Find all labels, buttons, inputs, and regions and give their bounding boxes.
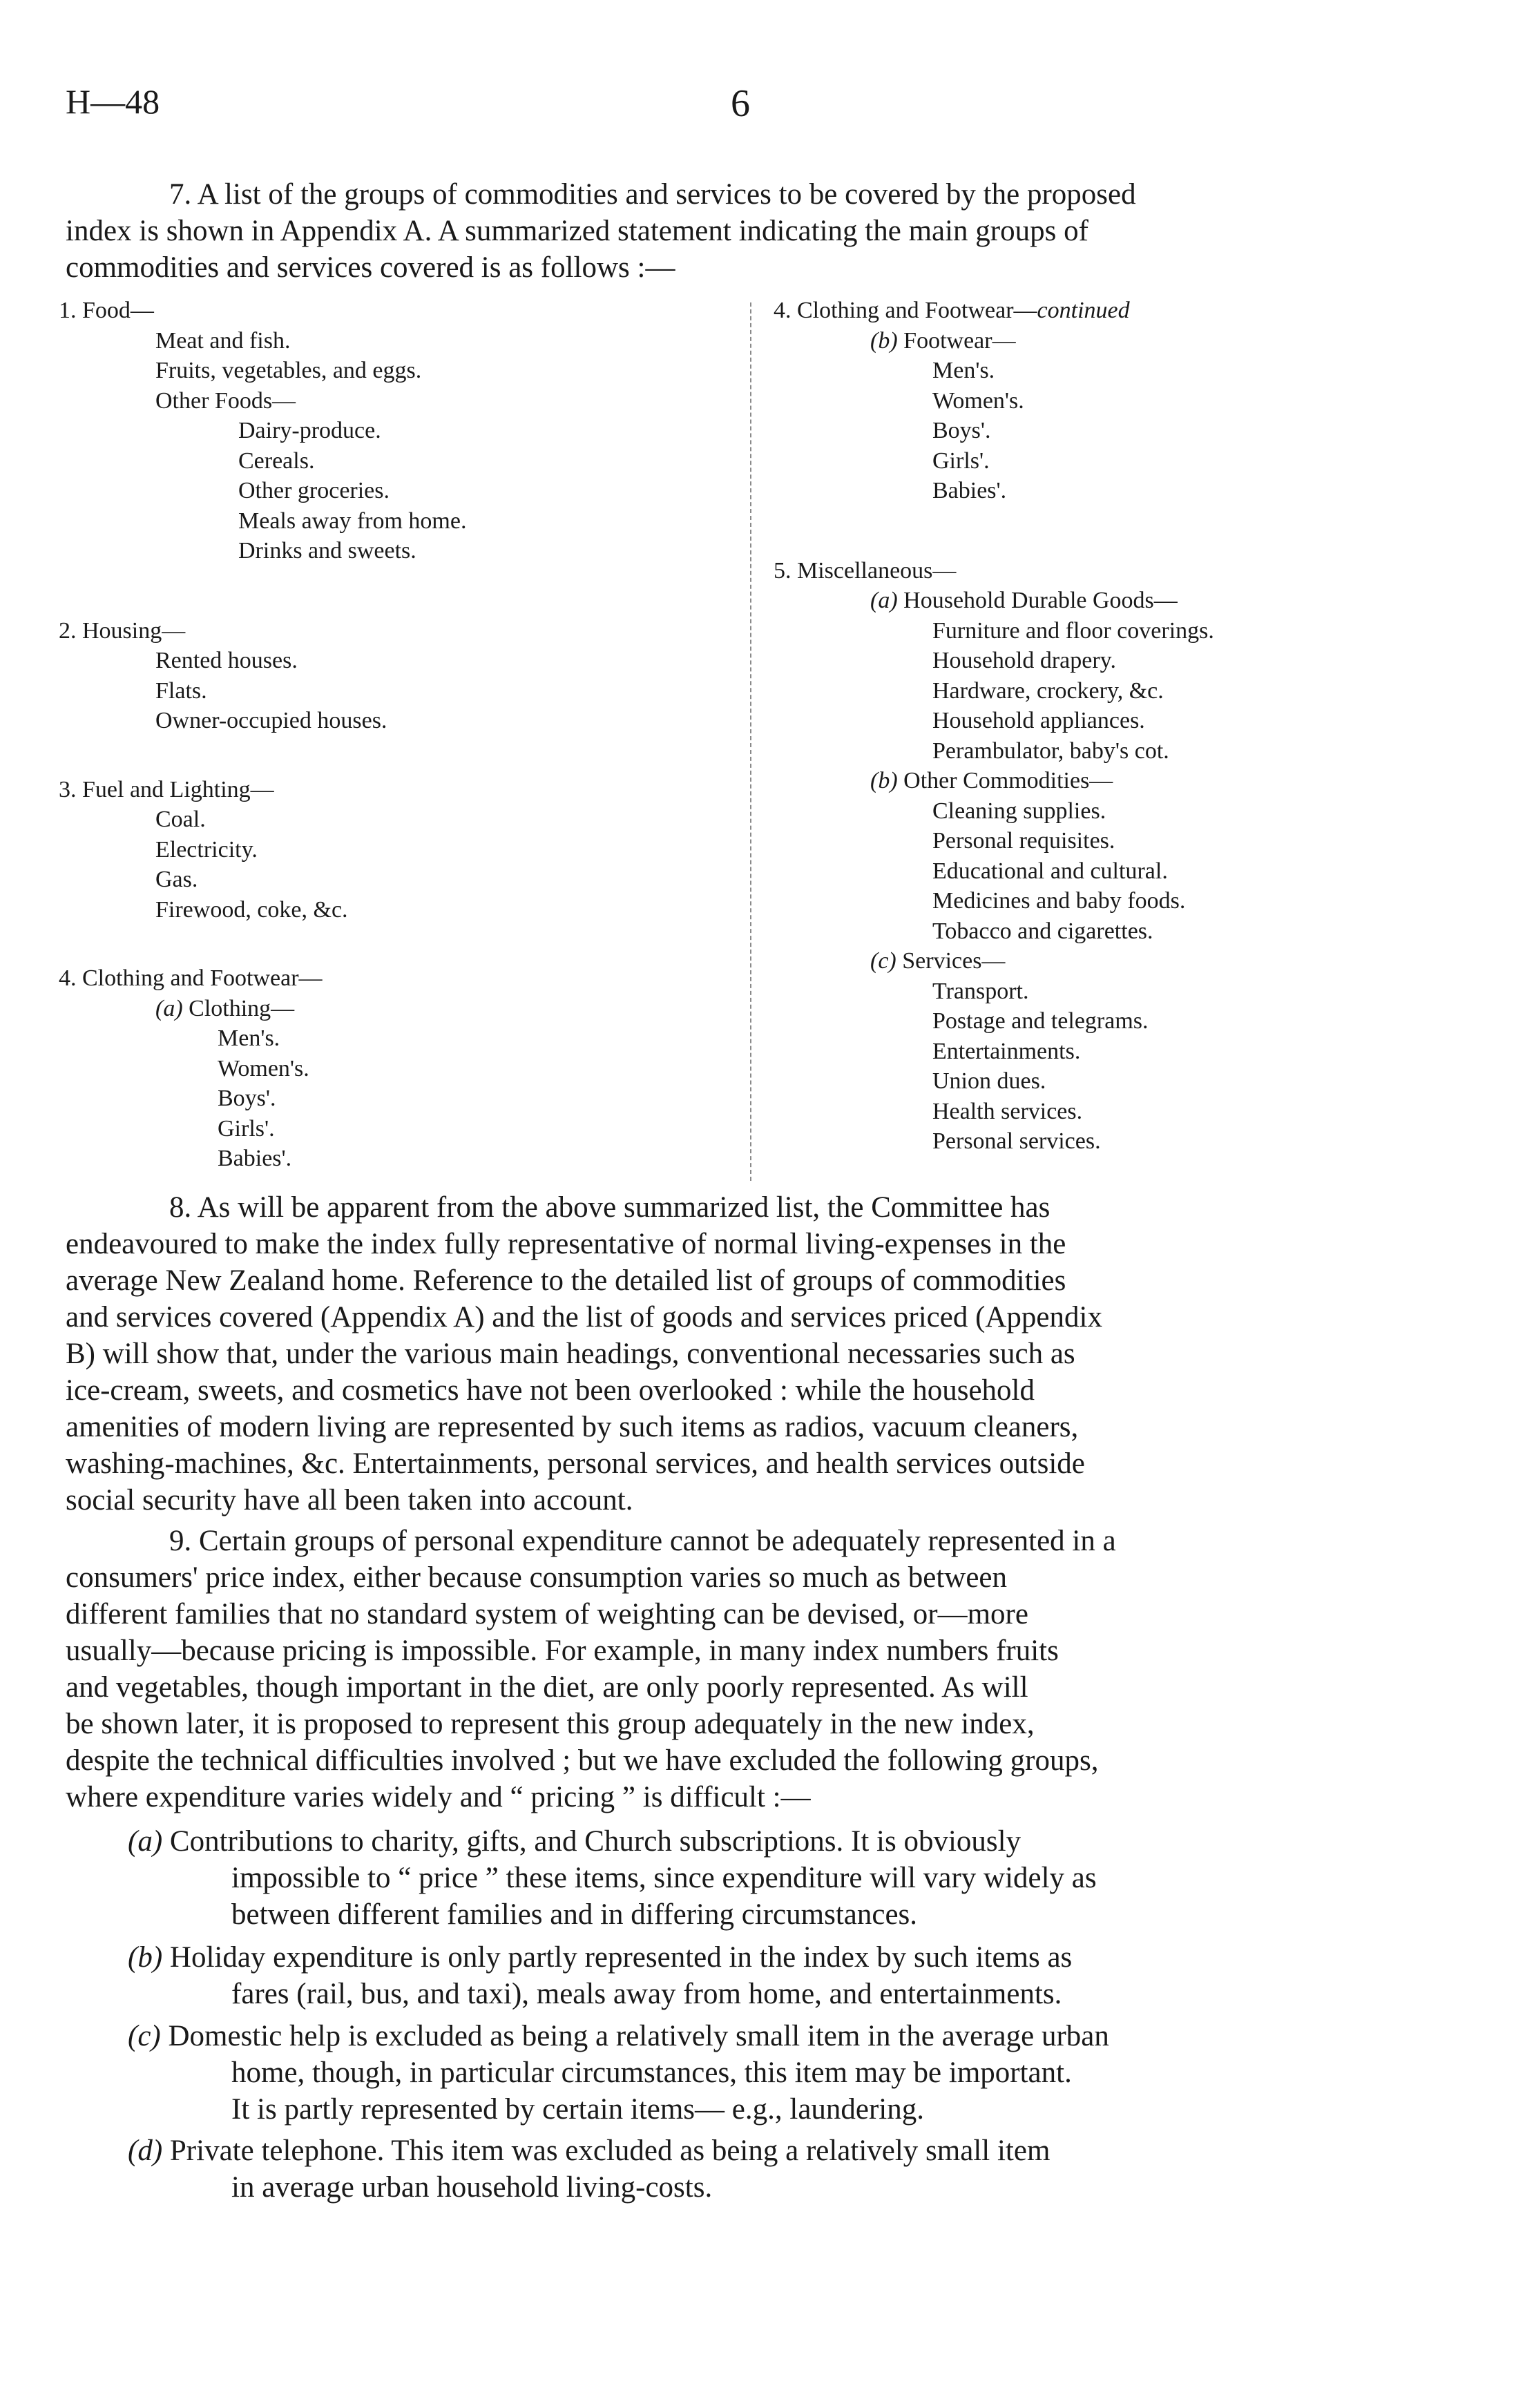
list-item: Men's. <box>932 358 995 383</box>
list-item: Electricity. <box>155 836 258 863</box>
text-line: home, though, in particular circumstances, this item may be important. <box>231 2057 1072 2089</box>
list-item: Hardware, crockery, &c. <box>932 677 1164 704</box>
list-item: Babies'. <box>218 1146 292 1171</box>
group-heading-clothing-continued <box>774 296 1450 326</box>
list-item: Girls'. <box>932 447 990 474</box>
paragraph-9 <box>66 1523 1443 1815</box>
text-line <box>128 2018 1440 2054</box>
text-line: social security have all been taken into account. <box>66 1484 633 1516</box>
text-line <box>128 2132 1440 2169</box>
subgroup-label: (a) <box>155 995 183 1021</box>
list-item: Household drapery. <box>932 648 1116 673</box>
list-item: Women's. <box>218 1055 309 1081</box>
document-code: H—48 <box>66 82 160 121</box>
list-item: Tobacco and cigarettes. <box>932 918 1153 944</box>
list-item: Men's. <box>218 1025 280 1051</box>
list-item: Boys'. <box>932 418 991 443</box>
list-item: Girls'. <box>218 1115 275 1142</box>
group-title: 4. Clothing and Footwear— <box>774 298 1037 323</box>
list-item: Union dues. <box>932 1068 1046 1094</box>
text-line: 7. A list of the groups of commodities and services to be covered by the proposed <box>169 178 1136 211</box>
text-line: where expenditure varies widely and “ pricing ” is difficult :— <box>66 1781 811 1813</box>
item-label: (b) <box>128 1941 163 1974</box>
subgroup-heading-clothing <box>59 994 736 1024</box>
exclusion-item-c <box>128 2018 1440 2128</box>
list-item: Educational and cultural. <box>932 858 1168 884</box>
text-line <box>128 1939 1440 1976</box>
exclusion-item-b <box>128 1939 1440 2012</box>
subgroup-title: Footwear— <box>903 327 1016 354</box>
text-line: and services covered (Appendix A) and the list of goods and services priced (Appendix <box>66 1301 1102 1333</box>
text-line: commodities and services covered is as follows :— <box>66 251 675 284</box>
list-item: Cereals. <box>238 447 315 474</box>
list-item: Other Foods— <box>155 387 296 414</box>
paragraph-7 <box>66 176 1443 286</box>
subgroup-title: Household Durable Goods— <box>903 588 1178 613</box>
group-heading-fuel: 3. Fuel and Lighting— <box>59 776 274 802</box>
list-item: Flats. <box>155 677 207 704</box>
list-item: Coal. <box>155 807 206 832</box>
continued-label: continued <box>1037 298 1130 323</box>
text-line: B) will show that, under the various main headings, conventional necessaries such as <box>66 1338 1075 1370</box>
text-line: impossible to “ price ” these items, since expenditure will vary widely as <box>231 1862 1097 1894</box>
list-item: Rented houses. <box>155 648 298 673</box>
text-line: despite the technical difficulties involved ; but we have excluded the following groups, <box>66 1744 1099 1777</box>
list-item: Meat and fish. <box>155 327 291 354</box>
subgroup-heading-footwear <box>774 326 1450 356</box>
paragraph-8 <box>66 1189 1443 1519</box>
page-number: 6 <box>731 82 750 125</box>
text-line: washing-machines, &c. Entertainments, personal services, and health services outside <box>66 1447 1085 1480</box>
list-item: Postage and telegrams. <box>932 1008 1149 1034</box>
list-item: Owner-occupied houses. <box>155 708 387 733</box>
text-line: It is partly represented by certain items— e.g., laundering. <box>231 2093 925 2126</box>
text-line: different families that no standard system of weighting can be devised, or—more <box>66 1598 1028 1630</box>
subgroup-label: (b) <box>870 768 898 793</box>
text-line: ice-cream, sweets, and cosmetics have not been overlooked : while the household <box>66 1374 1035 1407</box>
list-item: Gas. <box>155 867 198 892</box>
text-line: fares (rail, bus, and taxi), meals away from home, and entertainments. <box>231 1978 1062 2010</box>
list-item: Transport. <box>932 978 1029 1004</box>
subgroup-label: (b) <box>870 327 898 354</box>
item-text: Domestic help is excluded as being a relatively small item in the average urban <box>168 2020 1109 2052</box>
list-item: Babies'. <box>932 478 1007 503</box>
subgroup-heading-durables <box>774 586 1450 616</box>
subgroup-title: Clothing— <box>189 995 295 1021</box>
exclusion-item-a <box>128 1823 1440 1933</box>
subgroup-label: (a) <box>870 588 898 613</box>
list-item: Meals away from home. <box>238 508 467 534</box>
list-item: Fruits, vegetables, and eggs. <box>155 358 422 383</box>
list-item: Household appliances. <box>932 708 1145 733</box>
group-heading-miscellaneous: 5. Miscellaneous— <box>774 557 957 584</box>
text-line: usually—because pricing is impossible. For example, in many index numbers fruits <box>66 1635 1059 1667</box>
subgroup-heading-other-commodities <box>774 766 1450 796</box>
text-line: 8. As will be apparent from the above summarized list, the Committee has <box>169 1191 1050 1224</box>
item-text: Private telephone. This item was excluded as being a relatively small item <box>169 2135 1050 2167</box>
list-item: Medicines and baby foods. <box>932 888 1186 914</box>
subgroup-heading-services <box>774 946 1450 976</box>
group-heading-housing: 2. Housing— <box>59 617 186 644</box>
list-item: Personal requisites. <box>932 828 1115 854</box>
text-line: in average urban household living-costs. <box>231 2171 713 2204</box>
text-line: average New Zealand home. Reference to the detailed list of groups of commodities <box>66 1264 1066 1297</box>
text-line: index is shown in Appendix A. A summarized statement indicating the main groups of <box>66 215 1088 247</box>
exclusion-item-d <box>128 2132 1440 2206</box>
item-label: (c) <box>128 2020 161 2052</box>
text-line: and vegetables, though important in the diet, are only poorly represented. As will <box>66 1671 1028 1704</box>
item-text: Contributions to charity, gifts, and Church subscriptions. It is obviously <box>169 1825 1021 1858</box>
list-item: Firewood, coke, &c. <box>155 896 348 923</box>
text-line: 9. Certain groups of personal expenditure cannot be adequately represented in a <box>169 1525 1116 1557</box>
text-line: consumers' price index, either because consumption varies so much as between <box>66 1561 1008 1594</box>
subgroup-title: Services— <box>902 948 1006 974</box>
list-item: Furniture and floor coverings. <box>932 617 1214 644</box>
list-item: Health services. <box>932 1098 1083 1124</box>
list-item: Boys'. <box>218 1086 276 1111</box>
list-item: Entertainments. <box>932 1038 1081 1064</box>
list-item: Dairy-produce. <box>238 418 381 443</box>
list-item: Perambulator, baby's cot. <box>932 738 1169 764</box>
column-divider <box>750 302 751 1181</box>
text-line: between different families and in differing circumstances. <box>231 1898 918 1931</box>
item-text: Holiday expenditure is only partly represented in the index by such items as <box>169 1941 1073 1974</box>
group-heading-food: 1. Food— <box>59 298 154 323</box>
text-line: endeavoured to make the index fully representative of normal living-expenses in the <box>66 1228 1066 1260</box>
text-line <box>128 1823 1440 1860</box>
list-item: Cleaning supplies. <box>932 798 1106 824</box>
item-label: (d) <box>128 2135 163 2167</box>
text-line: amenities of modern living are represented by such items as radios, vacuum cleaners, <box>66 1411 1079 1443</box>
item-label: (a) <box>128 1825 163 1858</box>
list-item: Women's. <box>932 387 1024 414</box>
summary-left-column <box>59 296 736 1174</box>
list-item: Drinks and sweets. <box>238 538 416 564</box>
subgroup-label: (c) <box>870 948 896 974</box>
group-heading-clothing: 4. Clothing and Footwear— <box>59 965 323 991</box>
list-item: Personal services. <box>932 1128 1101 1154</box>
summary-right-column <box>774 296 1450 1157</box>
subgroup-title: Other Commodities— <box>903 768 1113 793</box>
text-line: be shown later, it is proposed to represent this group adequately in the new index, <box>66 1708 1035 1740</box>
list-item: Other groceries. <box>238 478 390 503</box>
